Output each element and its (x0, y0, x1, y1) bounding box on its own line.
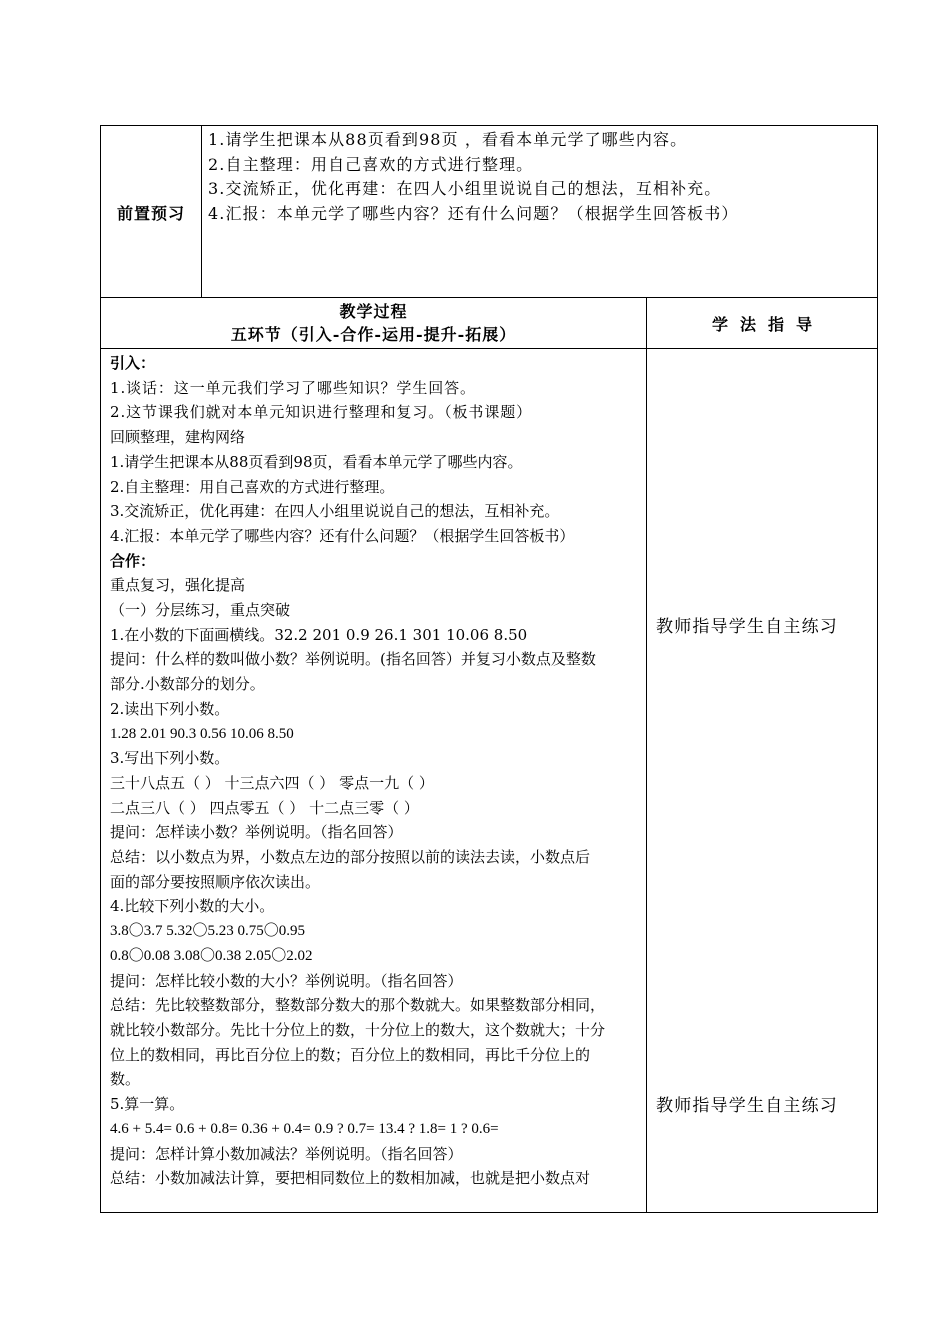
coop-line: 1.28 2.01 90.3 0.56 10.06 8.50 (110, 725, 294, 742)
coop-line: 提问：怎样读小数？举例说明。（指名回答） (110, 823, 403, 842)
coop-line: 二点三八（ ） 四点零五（ ） 十二点三零（ ） (110, 798, 419, 817)
preview-label: 前置预习 (116, 203, 185, 223)
coop-line: 提问：怎样计算小数加减法？举例说明。（指名回答） (110, 1144, 463, 1163)
coop-heading: 合作： (110, 551, 156, 570)
guide-note-1: 教师指导学生自主练习 (656, 617, 838, 637)
preview-line-2: 2.自主整理：用自己喜欢的方式进行整理。 (208, 154, 534, 174)
coop-line: 总结：小数加减法计算，要把相同数位上的数相加减，也就是把小数点对 (110, 1169, 591, 1188)
coop-line: 数。 (110, 1070, 141, 1089)
coop-line: 总结：先比较整数部分，整数部分数大的那个数就大。如果整数部分相同， (110, 996, 606, 1015)
coop-line: 提问：什么样的数叫做小数？举例说明。(指名回答）并复习小数点及整数 (110, 650, 596, 669)
coop-line: 5.算一算。 (110, 1095, 185, 1114)
review-line: 4.汇报：本单元学了哪些内容？还有什么问题？（根据学生回答板书） (110, 526, 575, 545)
coop-line: 提问：怎样比较小数的大小？举例说明。（指名回答） (110, 971, 463, 990)
review-line: 1.请学生把课本从88页看到98页，看看本单元学了哪些内容。 (110, 452, 523, 471)
guide-column-divider (646, 297, 647, 1213)
coop-line: 3.8〇3.7 5.32〇5.23 0.75〇0.95 (110, 923, 306, 940)
process-content (110, 351, 640, 1191)
coop-line: 面的部分要按照顺序依次读出。 (110, 872, 321, 891)
guide-header (647, 298, 877, 348)
guide-note-2: 教师指导学生自主练习 (656, 1096, 838, 1116)
review-line: 3.交流矫正，优化再建：在四人小组里说说自己的想法，互相补充。 (110, 502, 560, 521)
coop-line: 重点复习，强化提高 (110, 576, 246, 595)
preview-line-4: 4.汇报：本单元学了哪些内容？还有什么问题？（根据学生回答板书） (208, 203, 739, 223)
process-header (101, 298, 646, 350)
coop-line: 1.在小数的下面画横线。32.2 201 0.9 26.1 301 10.06 8.50 (110, 625, 528, 644)
process-subtitle: 五环节（引入-合作-运用-提升-拓展） (230, 325, 517, 344)
preview-line-1: 1.请学生把课本从88页看到98页 ，看看本单元学了哪些内容。 (208, 130, 688, 149)
coop-line: 4.6 + 5.4= 0.6 + 0.8= 0.36 + 0.4= 0.9 ? 0.7= 13.4 ? 1.8= 1 ? 0.6= (110, 1120, 499, 1137)
coop-line: （一）分层练习，重点突破 (110, 601, 291, 620)
intro-line: 2.这节课我们就对本单元知识进行整理和复习。（板书课题） (110, 403, 533, 422)
coop-line: 部分.小数部分的划分。 (110, 675, 265, 694)
coop-line: 0.8〇0.08 3.08〇0.38 2.05〇2.02 (110, 947, 313, 964)
review-line: 2.自主整理：用自己喜欢的方式进行整理。 (110, 477, 395, 496)
preview-line-3: 3.交流矫正，优化再建：在四人小组里说说自己的想法，互相补充。 (208, 179, 722, 198)
intro-line: 1.谈话：这一单元我们学习了哪些知识？学生回答。 (110, 378, 476, 397)
coop-line: 就比较小数部分。先比十分位上的数，十分位上的数大，这个数就大；十分 (110, 1020, 606, 1039)
coop-line: 4.比较下列小数的大小。 (110, 897, 275, 916)
coop-line: 总结：以小数点为界，小数点左边的部分按照以前的读法去读，小数点后 (110, 848, 591, 867)
review-line: 回顾整理，建构网络 (110, 428, 246, 447)
coop-line: 位上的数相同，再比百分位上的数；百分位上的数相同，再比千分位上的 (110, 1045, 591, 1064)
intro-heading: 引入： (110, 354, 156, 372)
coop-line: 2.读出下列小数。 (110, 699, 230, 718)
preview-content (208, 128, 868, 226)
process-title: 教学过程 (339, 302, 408, 321)
preview-divider (201, 125, 202, 298)
coop-line: 三十八点五（ ） 十三点六四（ ） 零点一九（ ） (110, 773, 434, 792)
coop-line: 3.写出下列小数。 (110, 749, 230, 768)
guide-title: 学法指导 (711, 314, 824, 334)
